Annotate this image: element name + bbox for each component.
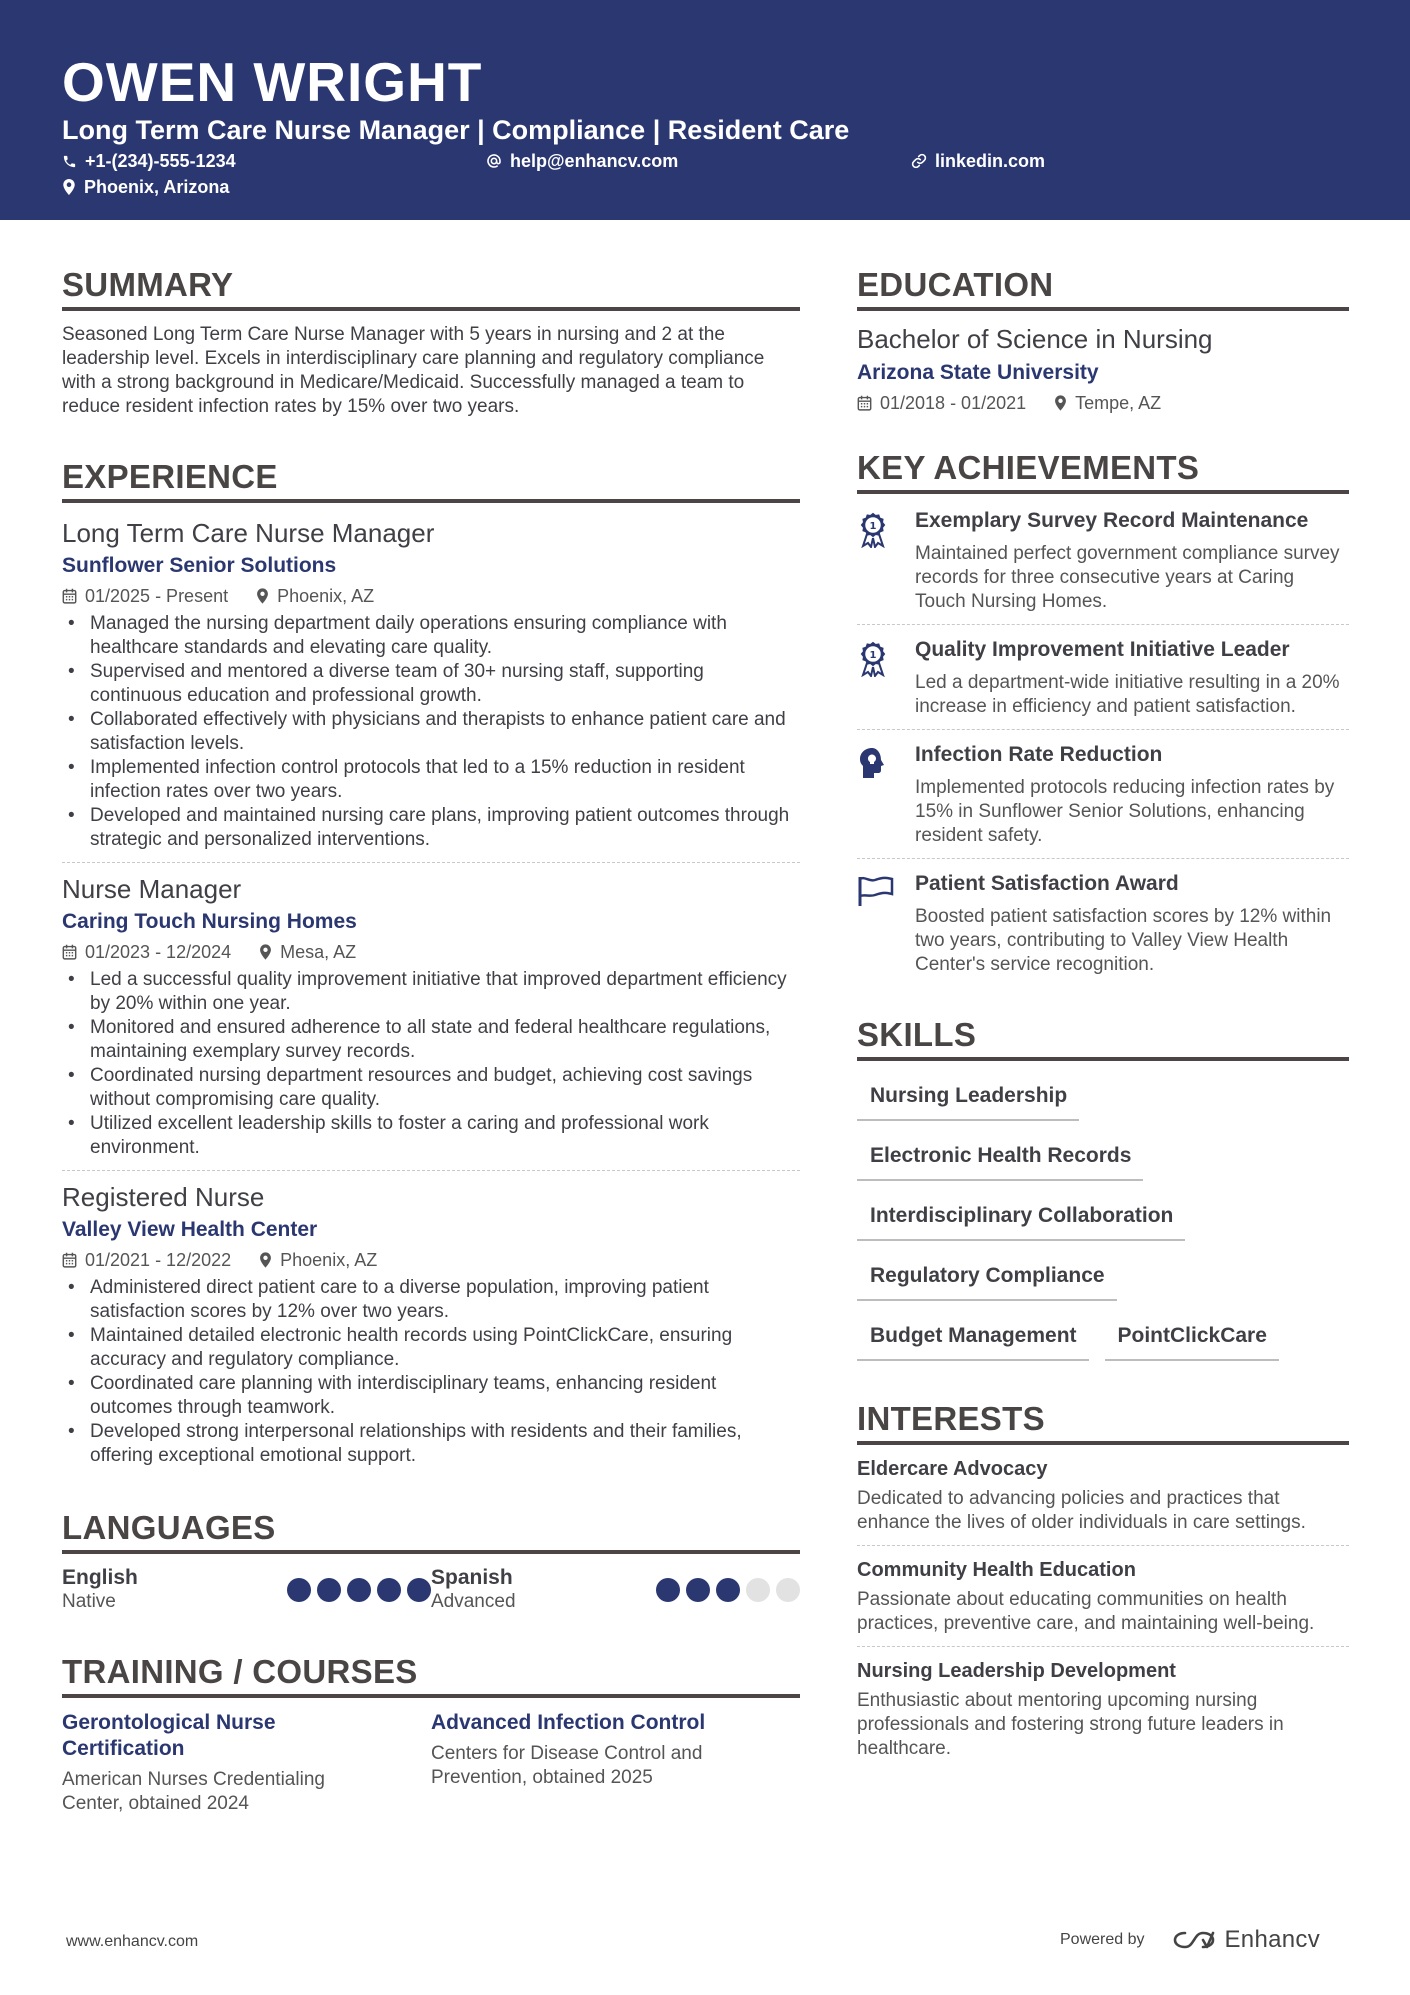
company-name: Sunflower Senior Solutions [62,554,337,577]
skill-tag: PointClickCare [1105,1313,1279,1361]
job-meta [62,1249,800,1271]
job-dates: 01/2025 - Present [85,586,229,606]
job-meta [62,941,800,963]
summary-heading: SUMMARY [62,265,800,311]
divider [857,729,1349,730]
flag-icon [857,875,895,907]
rating-dot-filled [377,1578,401,1602]
languages-list [62,1566,800,1614]
at-icon [486,153,502,169]
rating-dot-filled [317,1578,341,1602]
divider [857,1646,1349,1647]
education-dates: 01/2018 - 01/2021 [880,393,1027,413]
interest-title: Community Health Education [857,1559,1136,1581]
email-text: help@enhancv.com [510,151,679,171]
brand-name: Enhancv [1224,1926,1320,1953]
skills-list [857,1073,1349,1373]
interest-title: Nursing Leadership Development [857,1660,1176,1682]
training-item [431,1710,800,1816]
training-list [62,1710,800,1816]
divider [62,862,800,863]
training-heading: TRAINING / COURSES [62,1652,800,1698]
bullet-item: • Coordinated care planning with interdisciplinary teams, enhancing resident outcomes through teamwork. [62,1372,800,1420]
achievement-title: Infection Rate Reduction [915,743,1163,766]
contact-linkedin[interactable] [911,150,1045,172]
contact-location [62,176,229,198]
achievement-item [857,508,1349,614]
language-name: English [62,1566,138,1589]
rating-dot-empty [746,1578,770,1602]
calendar-icon [62,1252,77,1268]
award-ribbon-icon [857,641,889,677]
achievement-title: Exemplary Survey Record Maintenance [915,509,1309,532]
languages-heading: LANGUAGES [62,1508,800,1554]
summary-text: Seasoned Long Term Care Nurse Manager with 5 years in nursing and 2 at the leadership level. Excels in interdisciplinary care planning and regulatory compliance with a strong background in Medicare/Medicaid. Successfully managed a team to reduce resident infection rates by 15% over two years. [62,324,765,417]
skill-tag: Interdisciplinary Collaboration [857,1193,1185,1241]
location-pin-icon [62,179,76,195]
bullet-item: • Developed strong interpersonal relationships with residents and their families, offering exceptional emotional support. [62,1420,800,1468]
education-location: Tempe, AZ [1075,393,1162,413]
location-pin-icon [259,944,272,960]
job-bullets [62,1276,800,1468]
calendar-icon [62,944,77,960]
rating-dot-filled [716,1578,740,1602]
job-title: Long Term Care Nurse Manager [62,518,435,548]
phone-text: +1-(234)-555-1234 [85,151,236,171]
location-pin-icon [259,1252,272,1268]
bullet-item: • Coordinated nursing department resources and budget, achieving cost savings without compromising care quality. [62,1064,800,1112]
bullet-item: • Utilized excellent leadership skills to foster a caring and professional work environment. [62,1112,800,1160]
bullet-item: • Collaborated effectively with physicians and therapists to enhance patient care and satisfaction levels. [62,708,800,756]
rating-dot-filled [407,1578,431,1602]
calendar-icon [62,588,77,604]
bullet-item: • Implemented infection control protocols that led to a 15% reduction in resident infection rates over two years. [62,756,800,804]
bullet-item: • Monitored and ensured adherence to all state and federal healthcare regulations, maintaining exemplary survey records. [62,1016,800,1064]
skill-tag: Electronic Health Records [857,1133,1143,1181]
job-dates: 01/2023 - 12/2024 [85,942,232,962]
achievement-desc: Led a department-wide initiative resulting in a 20% increase in efficiency and patient satisfaction. [915,672,1340,717]
resume-header [0,0,1410,220]
job-title: Nurse Manager [62,874,242,904]
language-item [431,1566,800,1614]
education-meta [857,392,1349,414]
job-dates: 01/2021 - 12/2022 [85,1250,232,1270]
contact-phone[interactable] [62,150,236,172]
achievement-desc: Implemented protocols reducing infection rates by 15% in Sunflower Senior Solutions, enhancing resident safety. [915,777,1335,846]
training-item [62,1710,431,1816]
achievement-title: Quality Improvement Initiative Leader [915,638,1290,661]
job-entry [62,873,800,1160]
location-pin-icon [1054,395,1067,411]
job-location: Phoenix, AZ [280,1250,378,1270]
language-item [62,1566,431,1614]
bullet-item: • Supervised and mentored a diverse team of 30+ nursing staff, supporting continuous education and professional growth. [62,660,800,708]
enhancv-logo-icon [1171,1928,1217,1952]
job-bullets [62,968,800,1160]
divider [857,624,1349,625]
right-column [857,265,1349,1761]
achievement-item [857,871,1349,977]
link-icon [911,153,927,169]
achievements-heading: KEY ACHIEVEMENTS [857,448,1349,494]
rating-dot-filled [656,1578,680,1602]
interest-item [857,1558,1349,1636]
education-school: Arizona State University [857,361,1099,384]
language-rating [281,1578,431,1602]
location-pin-icon [256,588,269,604]
rating-dot-empty [776,1578,800,1602]
skills-heading: SKILLS [857,1015,1349,1061]
interest-desc: Enthusiastic about mentoring upcoming nursing professionals and fostering strong future leaders in healthcare. [857,1690,1284,1759]
linkedin-text: linkedin.com [935,151,1046,171]
achievement-desc: Boosted patient satisfaction scores by 12% within two years, contributing to Valley View Health Center's service recognition. [915,906,1332,975]
job-entry [62,517,800,852]
interest-desc: Dedicated to advancing policies and practices that enhance the lives of older individuals in care settings. [857,1488,1306,1533]
left-column [62,265,800,1816]
job-entry [62,1181,800,1468]
footer-branding [1060,1926,1320,1954]
bullet-item: • Administered direct patient care to a diverse population, improving patient satisfaction scores by 12% over two years. [62,1276,800,1324]
achievement-item [857,637,1349,719]
divider [857,1545,1349,1546]
achievement-desc: Maintained perfect government compliance survey records for three consecutive years at Caring Touch Nursing Homes. [915,543,1340,612]
location-text: Phoenix, Arizona [84,177,230,197]
job-bullets [62,612,800,852]
svg-text:1: 1 [869,521,877,532]
divider [857,858,1349,859]
achievement-item [857,742,1349,848]
language-rating [650,1578,800,1602]
experience-heading: EXPERIENCE [62,457,800,503]
achievement-title: Patient Satisfaction Award [915,872,1179,895]
rating-dot-filled [347,1578,371,1602]
education-heading: EDUCATION [857,265,1349,311]
company-name: Caring Touch Nursing Homes [62,910,357,933]
interest-title: Eldercare Advocacy [857,1458,1048,1480]
bullet-item: • Led a successful quality improvement initiative that improved department efficiency by 20% within one year. [62,968,800,1016]
head-idea-icon [857,746,889,780]
powered-by-label: Powered by [1060,1931,1145,1948]
training-desc: American Nurses Credentialing Center, obtained 2024 [62,1769,325,1814]
language-level: Advanced [431,1591,516,1612]
language-level: Native [62,1591,116,1612]
company-name: Valley View Health Center [62,1218,318,1241]
interest-desc: Passionate about educating communities on health practices, preventive care, and maintaining well-being. [857,1589,1315,1634]
bullet-item: • Maintained detailed electronic health records using PointClickCare, ensuring accuracy and regulatory compliance. [62,1324,800,1372]
footer-website[interactable]: www.enhancv.com [66,1933,199,1950]
candidate-name: OWEN WRIGHT [62,51,483,113]
interest-item [857,1457,1349,1535]
education-degree: Bachelor of Science in Nursing [857,324,1213,354]
interests-heading: INTERESTS [857,1399,1349,1445]
interest-item [857,1659,1349,1761]
job-title: Registered Nurse [62,1182,265,1212]
job-location: Mesa, AZ [280,942,357,962]
bullet-item: • Managed the nursing department daily operations ensuring compliance with healthcare standards and elevating care quality. [62,612,800,660]
candidate-title: Long Term Care Nurse Manager | Compliance | Resident Care [62,115,850,145]
training-name: Gerontological Nurse Certification [62,1711,276,1760]
training-desc: Centers for Disease Control and Prevention, obtained 2025 [431,1743,703,1788]
job-meta [62,585,800,607]
svg-text:1: 1 [869,650,877,661]
skill-tag: Regulatory Compliance [857,1253,1117,1301]
contact-email[interactable] [486,150,678,172]
bullet-item: • Developed and maintained nursing care plans, improving patient outcomes through strategic and personalized interventions. [62,804,800,852]
training-name: Advanced Infection Control [431,1711,706,1734]
divider [62,1170,800,1171]
skill-tag: Nursing Leadership [857,1073,1079,1121]
language-name: Spanish [431,1566,513,1589]
job-location: Phoenix, AZ [277,586,375,606]
skill-tag: Budget Management [857,1313,1089,1361]
rating-dot-filled [287,1578,311,1602]
calendar-icon [857,395,872,411]
award-ribbon-icon [857,512,889,548]
rating-dot-filled [686,1578,710,1602]
phone-icon [62,154,77,169]
